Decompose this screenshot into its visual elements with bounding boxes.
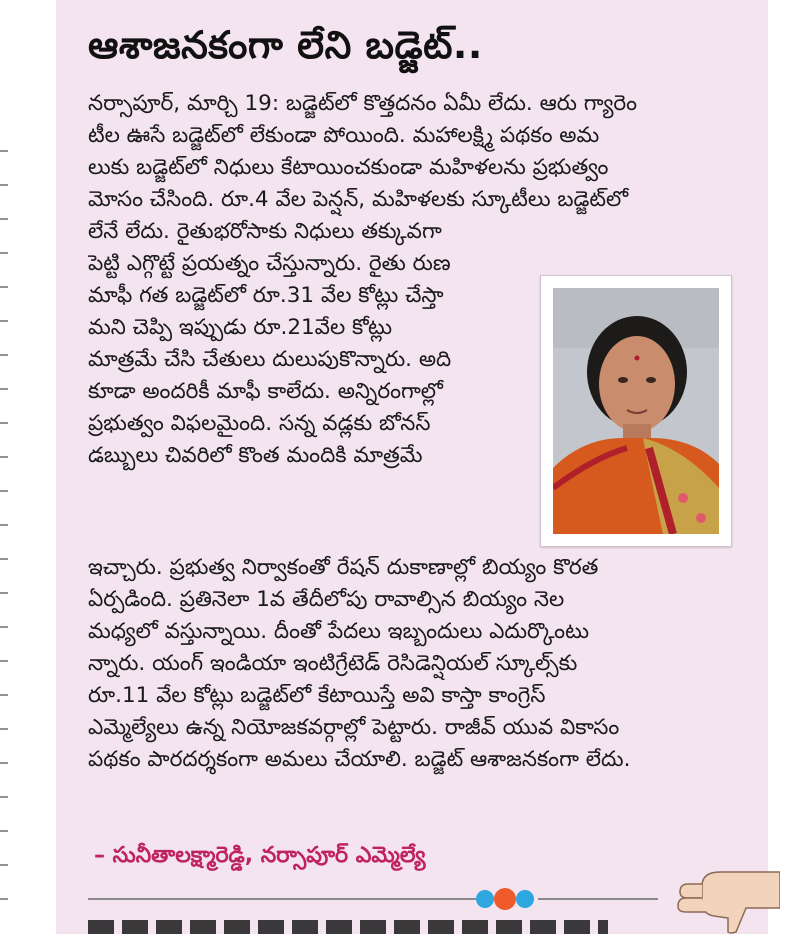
body-line: మాత్రమే చేసి చేతులు దులుపుకొన్నారు. అది [88,347,452,372]
article-byline: – సునీతాలక్ష్మారెడ్డి, నర్సాపూర్‌ ఎమ్మెల్యే [94,843,426,868]
body-line: పెట్టి ఎగ్గొట్టే ప్రయత్నం చేస్తున్నారు. రైతు రుణ [88,251,451,276]
body-line: ఏర్పడింది. ప్రతినెలా 1వ తేదీలోపు రావాల్సిన బియ్యం నెల [88,587,565,612]
body-line: కూడా అందరికీ మాఫీ కాలేదు. అన్నిరంగాల్లో [88,379,443,404]
divider-line-right [538,898,658,900]
thumbs-down-icon [650,862,780,934]
article-headline: ఆశాజనకంగా లేని బడ్జెట్‌.. [88,23,483,67]
divider-line-left [88,898,478,900]
body-line: లుకు బడ్జెట్‌లో నిధులు కేటాయించకుండా మహిళలను ప్రభుత్వం [88,155,609,180]
body-line: మాఫీ గత బడ్జెట్‌లో రూ.31 వేల కోట్లు చేస్తా [88,283,444,308]
body-line: ప్రభుత్వం విఫలమైంది. సన్న వడ్లకు బోనస్‌ [88,411,431,436]
portrait-frame [540,275,732,547]
woman-portrait-photo [553,288,719,534]
divider-dot-icon [476,890,494,908]
body-line: డబ్బులు చివరిలో కొంత మందికి మాత్రమే [88,443,423,468]
divider-dot-icon [494,888,516,910]
body-line: మోసం చేసింది. రూ.4 వేల పెన్షన్‌, మహిళలకు స్కూటీలు బడ్జెట్‌లో [88,187,629,212]
body-line: నర్సాపూర్‌, మార్చి 19: బడ్జెట్‌లో కొత్తదనం ఏమీ లేదు. ఆరు గ్యారెం [88,91,638,116]
body-line: టీల ఊసే బడ్జెట్‌లో లేకుండా పోయింది. మహాలక్ష్మి పథకం అమ [88,123,600,148]
next-headline-fragment [88,920,608,934]
body-line: మని చెప్పి ఇప్పుడు రూ.21వేల కోట్లు [88,315,393,340]
body-line: రూ.11 వేల కోట్లు బడ్జెట్‌లో కేటాయిస్తే అవి కాస్తా కాంగ్రెస్‌ [88,683,546,708]
portrait-photo [553,288,719,534]
body-line: ఇచ్చారు. ప్రభుత్వ నిర్వాకంతో రేషన్‌ దుకాణాల్లో బియ్యం కొరత [88,555,599,580]
body-line: న్నారు. యంగ్‌ ఇండియా ఇంటిగ్రేటెడ్‌ రెసిడెన్షియల్‌ స్కూల్స్‌కు [88,651,578,676]
page-edge-marks [0,150,8,910]
body-line: మధ్యలో వస్తున్నాయి. దీంతో పేదలు ఇబ్బందులు ఎదుర్కొంటు [88,619,590,644]
body-line: లేనే లేదు. రైతుభరోసాకు నిధులు తక్కువగా [88,219,442,244]
divider-dot-icon [516,890,534,908]
body-line: ఎమ్మెల్యేలు ఉన్న నియోజకవర్గాల్లో పెట్టారు. రాజీవ్‌ యువ వికాసం [88,715,620,740]
body-line: పథకం పారదర్శకంగా అమలు చేయాలి. బడ్జెట్‌ ఆశాజనకంగా లేదు. [88,747,631,772]
